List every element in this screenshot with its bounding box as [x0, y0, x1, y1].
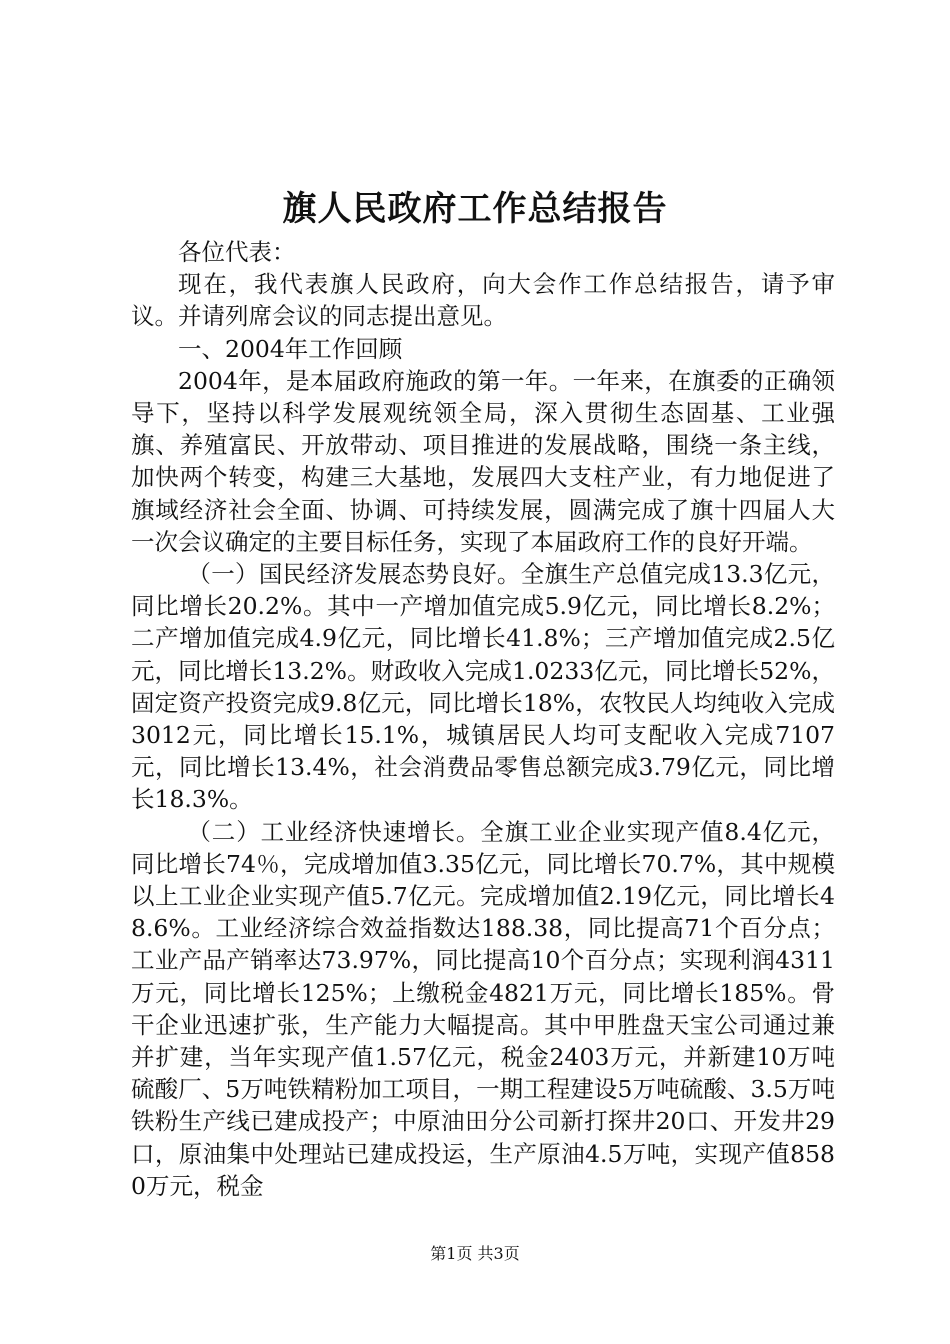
intro-paragraph: 现在，我代表旗人民政府，向大会作工作总结报告，请予审议。并请列席会议的同志提出意见。 [131, 270, 835, 331]
section-heading: 一、2004年工作回顾 [178, 334, 403, 363]
document-title: 旗人民政府工作总结报告 [282, 189, 668, 229]
industry-paragraph: （二）工业经济快速增长。全旗工业企业实现产值8.4亿元，同比增长74％，完成增加值3.35亿元，同比增长70.7%，其中规模以上工业企业实现产值5.7亿元。完成增加值2.19亿元，同比增长48.6%。工业经济综合效益指数达188.38，同比提高71个百分点；工业产品产销率达73.97%，同比提高10个百分点；实现利润4311万元，同比增长125%；上缴税金4821万元，同比增长185%。骨干企业迅速扩张，生产能力大幅提高。其中甲胜盘天宝公司通过兼并扩建，当年实现产值1.57亿元，税金2403万元，并新建10万吨硫酸厂、5万吨铁精粉加工项目，一期工程建设5万吨硫酸、3.5万吨铁粉生产线已建成投产；中原油田分公司新打探井20口、开发井29口，原油集中处理站已建成投运，生产原油4.5万吨，实现产值8580万元，税金 [131, 817, 835, 1200]
salutation-paragraph: 各位代表： [178, 238, 296, 266]
document-body [131, 236, 835, 1202]
page-footer: 第1页 共3页 [430, 1244, 520, 1263]
economy-paragraph: （一）国民经济发展态势良好。全旗生产总值完成13.3亿元，同比增长20.2%。其中一产增加值完成5.9亿元，同比增长8.2%；二产增加值完成4.9亿元，同比增长41.8%；三产增加值完成2.5亿元，同比增长13.2%。财政收入完成1.0233亿元，同比增长52%，固定资产投资完成9.8亿元，同比增长18%，农牧民人均纯收入完成3012元，同比增长15.1%，城镇居民人均可支配收入完成7107元，同比增长13.4%，社会消费品零售总额完成3.79亿元，同比增长18.3%。 [131, 560, 835, 814]
review-paragraph: 2004年，是本届政府施政的第一年。一年来，在旗委的正确领导下，坚持以科学发展观统领全局，深入贯彻生态固基、工业强旗、养殖富民、开放带动、项目推进的发展战略，围绕一条主线，加快两个转变，构建三大基地，发展四大支柱产业，有力地促进了旗域经济社会全面、协调、可持续发展，圆满完成了旗十四届人大一次会议确定的主要目标任务，实现了本届政府工作的良好开端。 [131, 366, 835, 556]
